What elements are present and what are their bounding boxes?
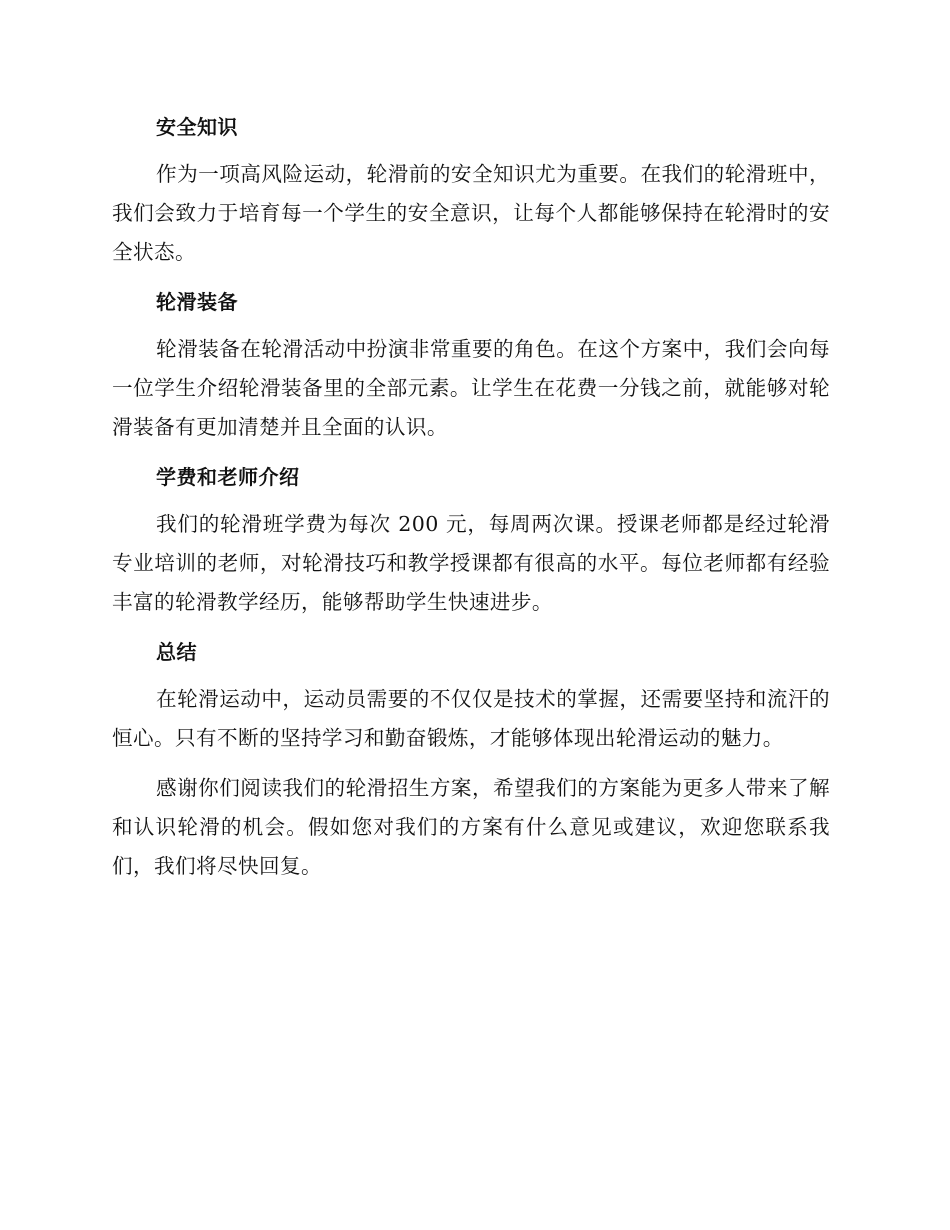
section-summary bbox=[112, 633, 830, 886]
paragraph: 作为一项高风险运动，轮滑前的安全知识尤为重要。在我们的轮滑班中，我们会致力于培育每一个学生的安全意识，让每个人都能够保持在轮滑时的安全状态。 bbox=[112, 162, 830, 264]
section-heading: 学费和老师介绍 bbox=[156, 465, 300, 489]
paragraph: 轮滑装备在轮滑活动中扮演非常重要的角色。在这个方案中，我们会向每一位学生介绍轮滑装备里的全部元素。让学生在花费一分钱之前，就能够对轮滑装备有更加清楚并且全面的认识。 bbox=[112, 337, 830, 439]
paragraph: 我们的轮滑班学费为每次 200 元，每周两次课。授课老师都是经过轮滑专业培训的老师，对轮滑技巧和教学授课都有很高的水平。每位老师都有经验丰富的轮滑教学经历，能够帮助学生快速进步。 bbox=[112, 512, 830, 614]
paragraph: 在轮滑运动中，运动员需要的不仅仅是技术的掌握，还需要坚持和流汗的恒心。只有不断的坚持学习和勤奋锻炼，才能够体现出轮滑运动的魅力。 bbox=[112, 687, 830, 750]
paragraph: 感谢你们阅读我们的轮滑招生方案，希望我们的方案能为更多人带来了解和认识轮滑的机会。假如您对我们的方案有什么意见或建议，欢迎您联系我们，我们将尽快回复。 bbox=[112, 776, 830, 878]
section-tuition-and-teachers bbox=[112, 458, 830, 622]
section-safety-knowledge bbox=[112, 108, 830, 272]
document-page bbox=[112, 108, 830, 897]
section-heading: 总结 bbox=[156, 640, 197, 664]
section-heading: 安全知识 bbox=[156, 115, 238, 139]
section-heading: 轮滑装备 bbox=[156, 290, 238, 314]
section-skating-equipment bbox=[112, 283, 830, 447]
